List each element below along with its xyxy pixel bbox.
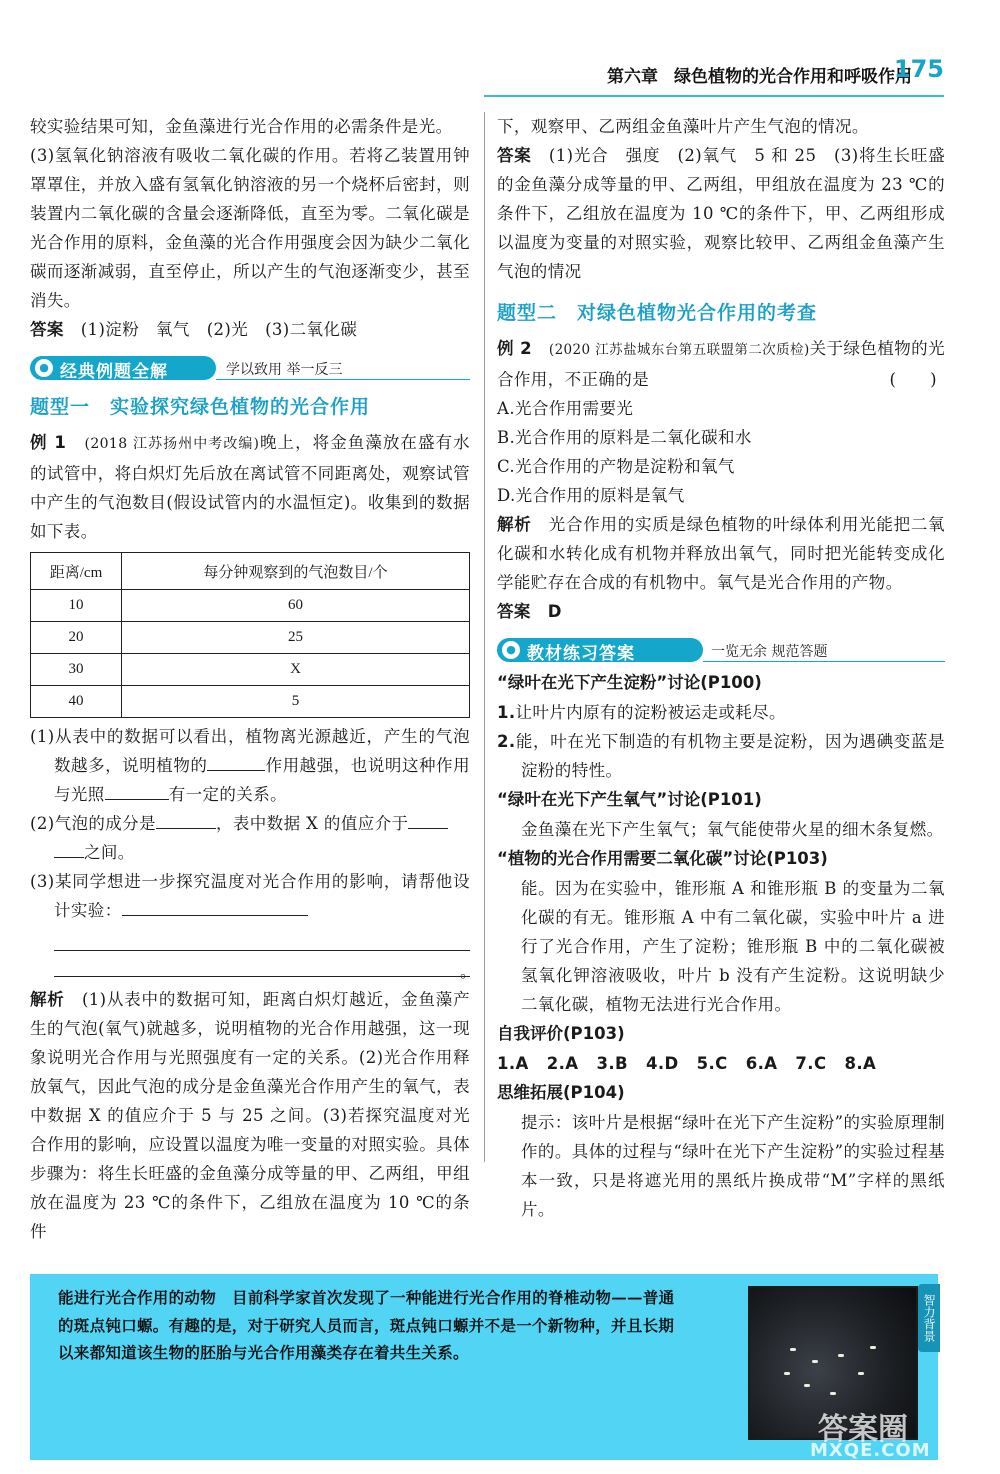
table-cell: 30 xyxy=(31,654,122,686)
qtype-label: 题型二 xyxy=(497,302,558,324)
example-label: 例 1 xyxy=(30,433,67,452)
analysis-1 xyxy=(30,985,470,1246)
table-row xyxy=(31,622,470,654)
photo-speck xyxy=(784,1372,790,1375)
answer-item: 8.A xyxy=(844,1054,877,1073)
example-text: 晚上，将金鱼藻放在盛有水的试管中，将白炽灯先后放在离试管不同距离处，观察试管中产生的气泡数目(假设试管内的水温恒定)。收集到的数据如下表。 xyxy=(30,433,470,541)
qtype-label: 题型一 xyxy=(30,396,91,418)
intro-paragraph-2: (3)氢氧化钠溶液有吸收二氧化碳的作用。若将乙装置用钟罩罩住，并放入盛有氢氧化钠溶液的另一个烧杯后密封，则装置内二氧化碳的含量会逐渐降低，直至为零。二氧化碳是光合作用的原料，金鱼藻的光合作用强度会因为缺少二氧化碳而逐渐减弱，直至停止，所以产生的气泡逐渐变少，甚至消失。 xyxy=(30,146,470,310)
banner-title: 经典例题全解 xyxy=(60,362,168,382)
photo-speck xyxy=(858,1372,864,1375)
watermark-text: 答案圈 xyxy=(818,1412,908,1447)
table-header-distance: 距离/cm xyxy=(31,553,122,590)
banner-pill xyxy=(30,356,216,380)
answer-item: 2.A xyxy=(546,1054,579,1073)
photo-speck xyxy=(790,1348,796,1351)
option-d: D.光合作用的原料是氧气 xyxy=(497,486,685,505)
question-2-text-b: ，表中数据 X 的值应介于 xyxy=(215,814,409,833)
section-title-thinking: 思维拓展(P104) xyxy=(497,1083,625,1102)
section-text-p103: 能。因为在实验中，锥形瓶 A 和锥形瓶 B 的变量为二氧化碳的有无。锥形瓶 A 中有二氧化碳，实验中叶片 a 进行了光合作用，产生了淀粉；锥形瓶 B 中的二氧化碳被氢氧化钾溶液吸收，叶片 b 没有产生淀粉。这说明缺少二氧化碳，植物无法进行光合作用。 xyxy=(521,879,945,1014)
intro-paragraph-1: 较实验结果可知，金鱼藻进行光合作用的必需条件是光。 xyxy=(30,117,453,136)
self-eval-answers xyxy=(497,1049,945,1078)
photo-speck xyxy=(830,1392,836,1395)
eye-icon: ● xyxy=(502,641,520,659)
table-cell: 60 xyxy=(122,590,470,622)
photo-speck xyxy=(870,1346,876,1349)
answer-blank[interactable] xyxy=(207,752,265,771)
question-1-text-a: (1)从表中的数据可以看出，植物离光源越近，产生的气泡数越多，说明植物的 xyxy=(30,727,470,775)
analysis-text: 光合作用的实质是绿色植物的叶绿体利用光能把二氧化碳和水转化成有机物并释放出氧气，同时把光能转变成化学能贮存在合成的有机物中。氧气是光合作用的产物。 xyxy=(497,515,945,592)
side-tab: 智力背景 xyxy=(918,1284,940,1352)
table-header-bubbles: 每分钟观察到的气泡数目/个 xyxy=(122,553,470,590)
banner-subtitle: 学以致用 举一反三 xyxy=(226,362,343,378)
answer-item: 5.C xyxy=(696,1054,728,1073)
answer-item: 7.C xyxy=(795,1054,827,1073)
answer-blank[interactable] xyxy=(156,810,216,829)
answer-line xyxy=(497,141,945,286)
right-column xyxy=(497,112,945,1224)
chapter-title xyxy=(607,62,912,87)
note-body: 目前科学家首次发现了一种能进行光合作用的脊椎动物——普通的斑点钝口螈。有趣的是，对于研究人员而言，斑点钝口螈并不是一个新物种，并且长期以来都知道该生物的胚胎与光合作用藻类存在着共生关系。 xyxy=(58,1288,675,1362)
list-item xyxy=(497,727,945,785)
table-cell: X xyxy=(122,654,470,686)
section-text-thinking: 提示：该叶片是根据“绿叶在光下产生淀粉”的实验原理制作的。具体的过程与“绿叶在光下产生淀粉”的实验过程基本一致，只是将遮光用的黑纸片换成带“M”字样的黑纸片。 xyxy=(521,1113,945,1219)
question-1-text-c: 有一定的关系。 xyxy=(168,785,288,804)
question-3-end: 。 xyxy=(459,962,476,981)
answer-2-line xyxy=(497,597,945,626)
note-title: 能进行光合作用的动物 xyxy=(58,1289,217,1307)
section-banner-textbook xyxy=(497,634,945,668)
photo-speck xyxy=(812,1360,818,1363)
example-source: (2020 江苏盐城东台第五联盟第二次质检) xyxy=(548,342,810,358)
question-2 xyxy=(30,809,470,867)
example-label: 例 2 xyxy=(497,339,532,358)
answer-text: D xyxy=(547,602,562,621)
table-cell: 10 xyxy=(31,590,122,622)
table-cell: 20 xyxy=(31,622,122,654)
answer-blank[interactable] xyxy=(408,810,448,829)
banner-title: 教材练习答案 xyxy=(527,644,635,664)
chapter-name: 绿色植物的光合作用和呼吸作用 xyxy=(674,67,912,87)
item-number: 1. xyxy=(497,703,516,722)
photo-speck xyxy=(804,1384,810,1387)
question-type-heading xyxy=(497,296,945,330)
page-number: 175 xyxy=(893,55,944,83)
watermark-logo xyxy=(790,1404,960,1464)
data-table xyxy=(30,552,470,718)
answer-paren[interactable]: ( ) xyxy=(889,370,937,389)
analysis-text: (1)从表中的数据可知，距离白炽灯越近，金鱼藻产生的气泡(氧气)就越多，说明植物的光合作用越强，这一现象说明光合作用与光照强度有一定的关系。(2)光合作用释放氧气，因此气泡的成分是金鱼藻光合作用产生的氧气，表中数据 X 的值应介于 5 与 25 之间。(3)若探究温度对光合作用的影响，应设置以温度为唯一变量的对照实验。具体步骤为：将生长旺盛的金鱼藻分成等量的甲、乙两组，甲组放在温度为 23 ℃的条件下，乙组放在温度为 10 ℃的条件 xyxy=(30,990,470,1241)
answer-item: 4.D xyxy=(645,1054,679,1073)
qtype-text: 实验探究绿色植物的光合作用 xyxy=(110,396,371,418)
option-a: A.光合作用需要光 xyxy=(497,399,634,418)
question-2-text-a: (2)气泡的成分是 xyxy=(30,814,156,833)
answer-text: (1)淀粉 氧气 (2)光 (3)二氧化碳 xyxy=(80,320,358,339)
table-cell: 40 xyxy=(31,686,122,718)
analysis-label: 解析 xyxy=(497,515,532,534)
example-source: (2018 江苏扬州中考改编) xyxy=(84,436,260,452)
question-type-heading xyxy=(30,390,470,424)
qtype-text: 对绿色植物光合作用的考查 xyxy=(577,302,818,324)
answer-line-blank[interactable] xyxy=(54,951,476,981)
question-1-text-b: 作用越强，也说明这种作用与光照 xyxy=(54,756,470,804)
table-cell: 25 xyxy=(122,622,470,654)
option-c: C.光合作用的产物是淀粉和氧气 xyxy=(497,457,735,476)
watermark-url: MXQE.COM xyxy=(810,1440,931,1461)
continued-text: 下，观察甲、乙两组金鱼藻叶片产生气泡的情况。 xyxy=(497,117,869,136)
question-3-text: (3)某同学想进一步探究温度对光合作用的影响，请帮他设计实验： xyxy=(30,872,470,920)
table-header-row xyxy=(31,553,470,590)
analysis-label: 解析 xyxy=(30,990,65,1009)
answer-blank[interactable] xyxy=(54,839,84,858)
table-cell: 5 xyxy=(122,686,470,718)
banner-underline xyxy=(703,661,945,662)
section-banner-examples xyxy=(30,352,470,386)
answer-label: 答案 xyxy=(30,320,64,339)
section-title-self-eval: 自我评价(P103) xyxy=(497,1024,625,1043)
answer-item: 1.A xyxy=(497,1054,529,1073)
answer-text: (1)光合 强度 (2)氧气 5 和 25 (3)将生长旺盛的金鱼藻分成等量的甲、乙两组，甲组放在温度为 23 ℃的条件下，乙组放在温度为 10 ℃的条件下，甲、乙两组形成以温度为变量的对照实验，观察比较甲、乙两组金鱼藻产生气泡的情况 xyxy=(497,146,946,281)
example-1-stem xyxy=(30,428,470,546)
answer-item: 3.B xyxy=(596,1054,628,1073)
answer-label: 答案 xyxy=(497,146,532,165)
question-1 xyxy=(30,722,470,809)
option-b: B.光合作用的原料是二氧化碳和水 xyxy=(497,428,752,447)
question-3 xyxy=(30,867,470,925)
list-item xyxy=(497,698,945,727)
answer-blank[interactable] xyxy=(122,897,308,916)
section-title-p103: “植物的光合作用需要二氧化碳”讨论(P103) xyxy=(497,849,828,868)
left-column xyxy=(30,112,476,1246)
column-divider xyxy=(484,112,485,1162)
answer-label: 答案 xyxy=(497,602,531,621)
section-title-p100: “绿叶在光下产生淀粉”讨论(P100) xyxy=(497,673,762,692)
eye-icon: ● xyxy=(35,359,53,377)
answer-blank[interactable] xyxy=(105,781,169,800)
answer-item: 6.A xyxy=(745,1054,778,1073)
section-title-p101: “绿叶在光下产生氧气”讨论(P101) xyxy=(497,790,762,809)
section-text-p101: 金鱼藻在光下产生氧气；氧气能使带火星的细木条复燃。 xyxy=(521,820,944,839)
item-text: 让叶片内原有的淀粉被运走或耗尽。 xyxy=(515,703,786,722)
table-row xyxy=(31,654,470,686)
answer-line xyxy=(30,315,470,344)
example-2-stem xyxy=(497,334,945,394)
note-text xyxy=(58,1284,678,1366)
answer-line-blank[interactable] xyxy=(54,925,470,951)
table-row xyxy=(31,590,470,622)
item-number: 2. xyxy=(497,732,516,751)
example-text: 关于绿色植物的光合作用，不正确的是 xyxy=(497,339,945,389)
question-2-text-c: 之间。 xyxy=(84,843,135,862)
banner-pill xyxy=(497,638,703,662)
table-row xyxy=(31,686,470,718)
photo-speck xyxy=(838,1354,844,1357)
banner-subtitle: 一览无余 规范答题 xyxy=(711,644,828,660)
banner-underline xyxy=(216,379,470,380)
analysis-2 xyxy=(497,510,945,597)
header-rule xyxy=(484,95,944,97)
page-header xyxy=(0,0,1000,108)
item-text: 能，叶在光下制造的有机物主要是淀粉，因为遇碘变蓝是淀粉的特性。 xyxy=(515,732,945,780)
chapter-label: 第六章 xyxy=(607,67,658,87)
